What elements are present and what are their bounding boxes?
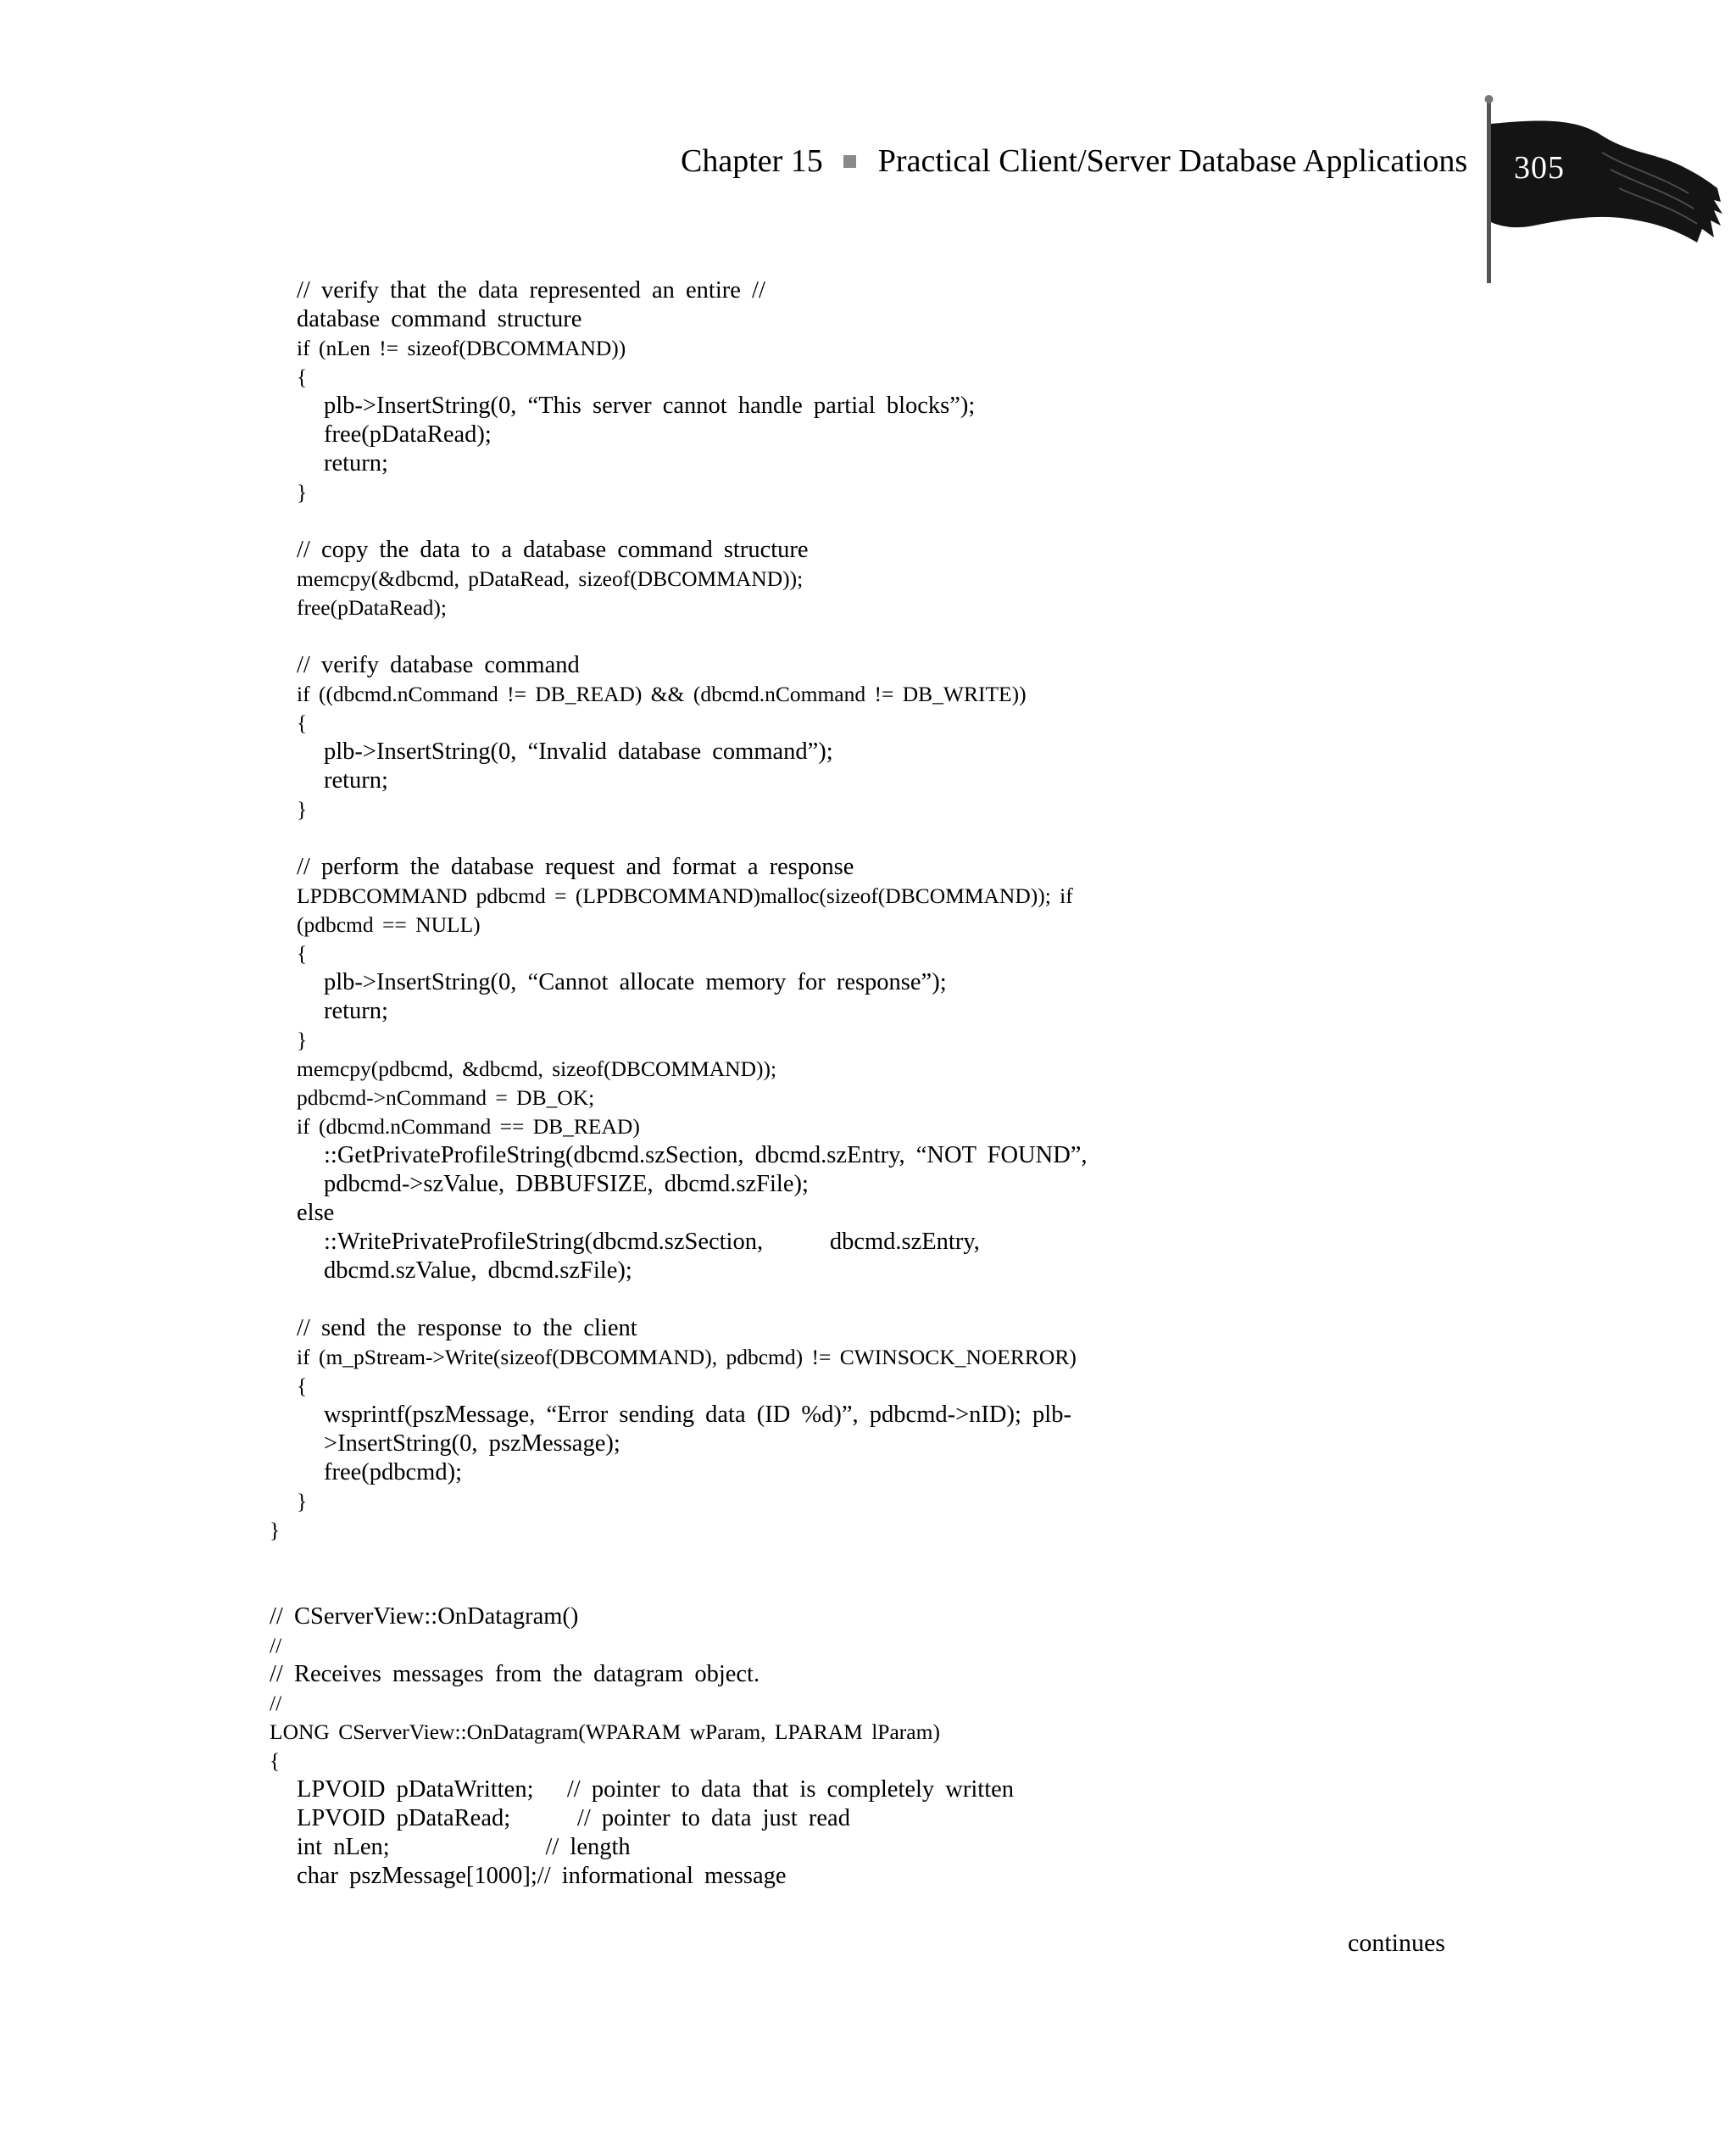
code-line: return; [324,998,388,1024]
code-line: if (m_pStream->Write(sizeof(DBCOMMAND), pdbcmd) != CWINSOCK_NOERROR) [297,1345,1077,1369]
code-line: LPVOID pDataWritten; // pointer to data that is completely written [297,1776,1015,1803]
code-line: { [297,711,308,735]
code-line: ::WritePrivateProfileString(dbcmd.szSection, dbcmd.szEntry, [324,1229,980,1255]
code-line: else [297,1200,335,1226]
code-line: LONG CServerView::OnDatagram(WPARAM wParam, LPARAM lParam) [270,1719,940,1744]
code-line: } [297,480,308,504]
code-line: { [297,941,308,966]
code-line: int nLen; // length [297,1834,631,1860]
continues-label: continues [1348,1929,1445,1957]
code-line: LPVOID pDataRead; // pointer to data just read [297,1805,850,1831]
code-line: return; [324,767,388,794]
code-line: if (nLen != sizeof(DBCOMMAND)) [297,336,626,360]
chapter-label: Chapter 15 [681,143,823,179]
code-line: memcpy(&dbcmd, pDataRead, sizeof(DBCOMMAND)); [297,566,804,591]
code-line: plb->InsertString(0, “Cannot allocate memory for response”); [324,969,947,995]
code-line: if ((dbcmd.nCommand != DB_READ) && (dbcmd.nCommand != DB_WRITE)) [297,682,1027,706]
code-line: // [270,1691,282,1715]
code-line: (pdbcmd == NULL) [297,912,481,937]
code-line: free(pDataRead); [324,421,492,448]
code-line: plb->InsertString(0, “Invalid database command”); [324,738,833,765]
code-line: } [297,1489,308,1513]
code-line: } [297,1028,308,1052]
code-line: ::GetPrivateProfileString(dbcmd.szSection, dbcmd.szEntry, “NOT FOUND”, [324,1142,1088,1168]
code-line: if (dbcmd.nCommand == DB_READ) [297,1114,640,1139]
code-line: // verify database command [297,652,580,678]
code-line: return; [324,450,388,477]
code-line: plb->InsertString(0, “This server cannot handle partial blocks”); [324,393,976,419]
code-line: LPDBCOMMAND pdbcmd = (LPDBCOMMAND)malloc(sizeof(DBCOMMAND)); if [297,883,1073,908]
code-line: database command structure [297,306,582,332]
code-line: // verify that the data represented an entire // [297,277,765,304]
code-line: // send the response to the client [297,1315,637,1341]
code-line: pdbcmd->nCommand = DB_OK; [297,1085,595,1110]
chapter-title: Practical Client/Server Database Applications [877,143,1468,179]
code-line: // Receives messages from the datagram object. [270,1661,760,1687]
code-line: // [270,1633,282,1658]
code-line: // CServerView::OnDatagram() [270,1603,579,1630]
code-line: } [270,1518,281,1542]
code-line: dbcmd.szValue, dbcmd.szFile); [324,1257,632,1284]
code-line: wsprintf(pszMessage, “Error sending data (ID %d)”, pdbcmd->nID); plb- [324,1402,1071,1428]
code-line: free(pDataRead); [297,595,447,620]
code-line: { [270,1748,281,1773]
code-line: char pszMessage[1000];// informational message [297,1863,787,1889]
code-line: >InsertString(0, pszMessage); [324,1430,620,1457]
code-line: // perform the database request and format a response [297,854,854,880]
code-line: // copy the data to a database command structure [297,537,809,563]
code-line: free(pdbcmd); [324,1459,462,1485]
code-line: { [297,1374,308,1398]
code-line: pdbcmd->szValue, DBBUFSIZE, dbcmd.szFile); [324,1171,809,1197]
page-number: 305 [1514,150,1565,186]
code-line: memcpy(pdbcmd, &dbcmd, sizeof(DBCOMMAND)); [297,1056,777,1081]
code-line: } [297,797,308,822]
code-line: { [297,365,308,389]
